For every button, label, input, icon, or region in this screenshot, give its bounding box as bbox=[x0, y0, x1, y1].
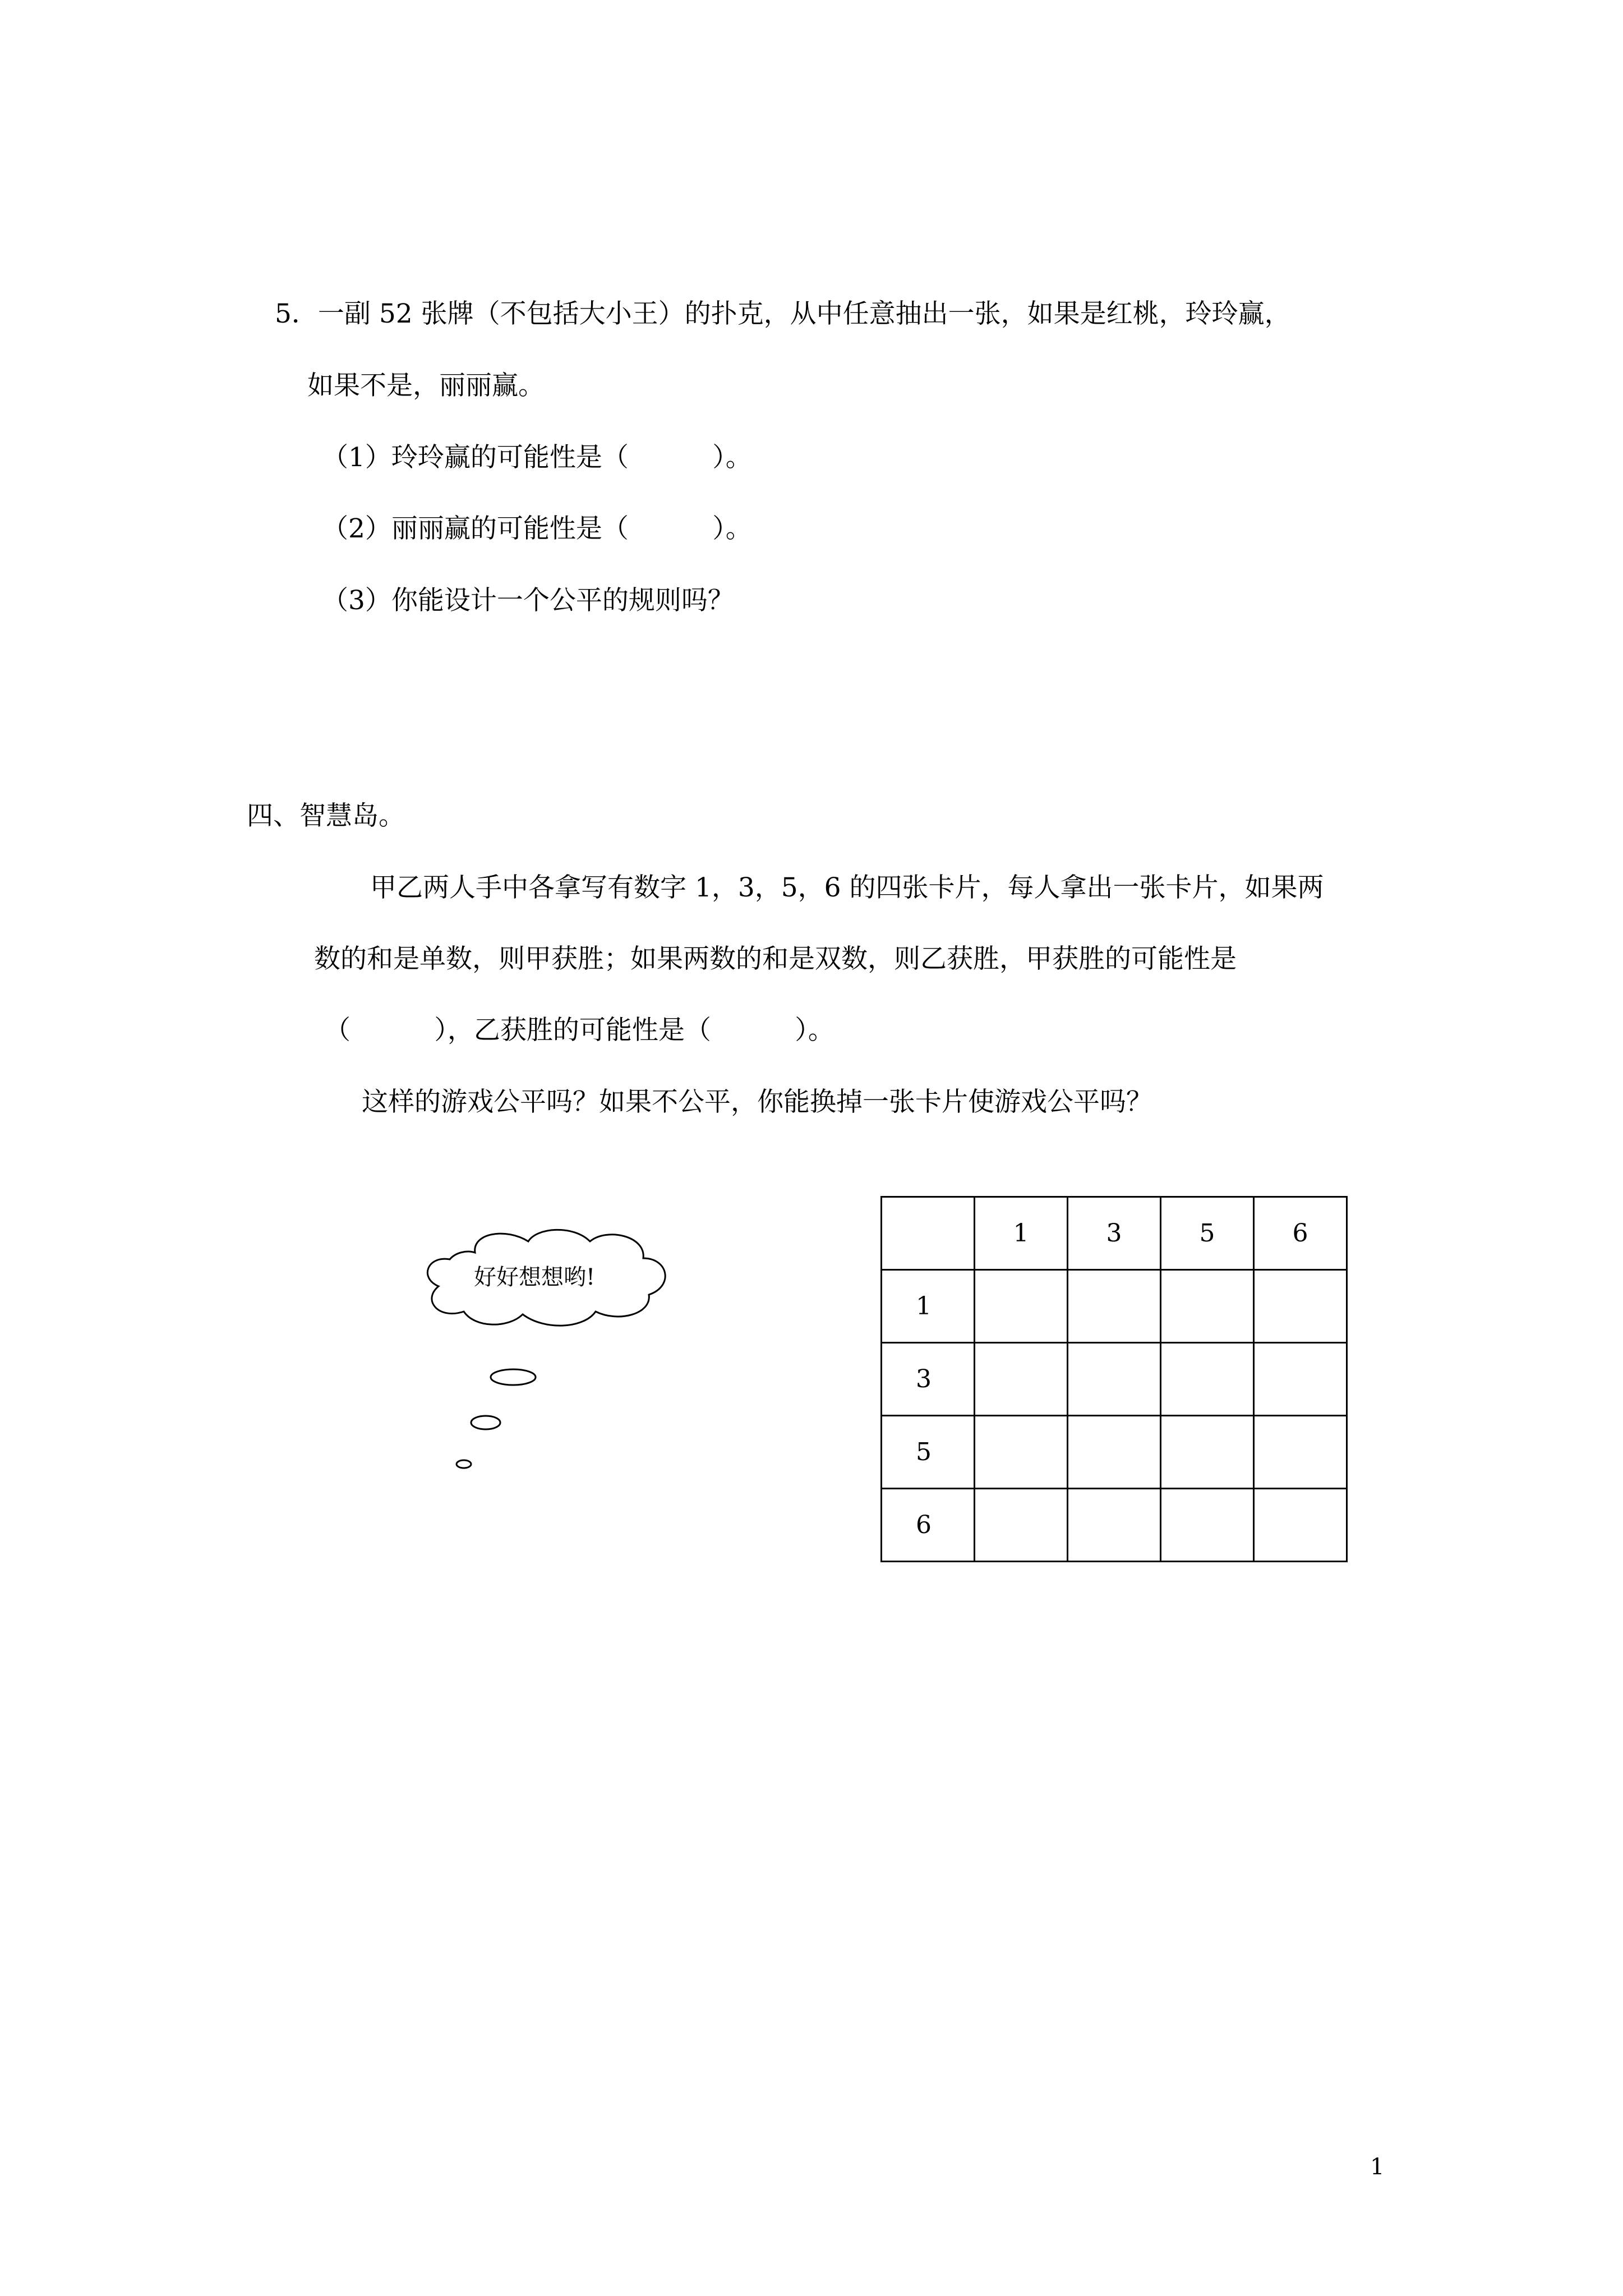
section-4-paragraph-2: 数的和是单数，则甲获胜；如果两数的和是双数，则乙获胜，甲获胜的可能性是 bbox=[314, 944, 1237, 974]
table-cell bbox=[1161, 1416, 1254, 1489]
table-corner-cell bbox=[882, 1197, 975, 1270]
page-number: 1 bbox=[1370, 2154, 1385, 2180]
table-cell bbox=[1254, 1343, 1347, 1416]
thought-bubble-cloud-icon bbox=[416, 1225, 697, 1477]
table-header-row bbox=[882, 1197, 1347, 1270]
table-cell bbox=[1068, 1416, 1161, 1489]
thought-bubble-text: 好好想想哟! bbox=[474, 1264, 596, 1290]
table-row bbox=[882, 1343, 1347, 1416]
table-row bbox=[882, 1489, 1347, 1562]
table-row bbox=[882, 1416, 1347, 1489]
question-5-sub-3: （3）你能设计一个公平的规则吗？ bbox=[322, 585, 734, 616]
table-cell bbox=[1254, 1416, 1347, 1489]
row-header: 3 bbox=[882, 1343, 975, 1416]
section-4-paragraph-4: 这样的游戏公平吗？如果不公平，你能换掉一张卡片使游戏公平吗？ bbox=[362, 1087, 1152, 1117]
section-4-paragraph-3: （ ），乙获胜的可能性是（ ）。 bbox=[324, 1015, 834, 1046]
column-header: 6 bbox=[1254, 1197, 1347, 1270]
column-header: 1 bbox=[975, 1197, 1068, 1270]
table-cell bbox=[1068, 1489, 1161, 1562]
table-cell bbox=[1254, 1489, 1347, 1562]
section-4-paragraph-1: 甲乙两人手中各拿写有数字 1，3，5，6 的四张卡片，每人拿出一张卡片，如果两 bbox=[370, 872, 1324, 903]
question-5-line-1: 5．一副 52 张牌（不包括大小王）的扑克，从中任意抽出一张，如果是红桃，玲玲赢， bbox=[275, 298, 1291, 329]
column-header: 3 bbox=[1068, 1197, 1161, 1270]
table-cell bbox=[975, 1489, 1068, 1562]
table-cell bbox=[975, 1416, 1068, 1489]
table-cell bbox=[975, 1343, 1068, 1416]
column-header: 5 bbox=[1161, 1197, 1254, 1270]
table-cell bbox=[1161, 1343, 1254, 1416]
table-cell bbox=[1161, 1489, 1254, 1562]
table-cell bbox=[1254, 1270, 1347, 1343]
table-cell bbox=[1068, 1343, 1161, 1416]
row-header: 6 bbox=[882, 1489, 975, 1562]
row-header: 5 bbox=[882, 1416, 975, 1489]
question-5-line-2: 如果不是，丽丽赢。 bbox=[307, 370, 545, 401]
table-cell bbox=[1161, 1270, 1254, 1343]
sum-table bbox=[880, 1196, 1348, 1562]
row-header: 1 bbox=[882, 1270, 975, 1343]
table-cell bbox=[1068, 1270, 1161, 1343]
table-row bbox=[882, 1270, 1347, 1343]
question-5-sub-1: （1）玲玲赢的可能性是（ ）。 bbox=[322, 442, 752, 473]
section-4-title: 四、智慧岛。 bbox=[247, 800, 405, 831]
table-cell bbox=[975, 1270, 1068, 1343]
question-5-sub-2: （2）丽丽赢的可能性是（ ）。 bbox=[322, 513, 752, 544]
